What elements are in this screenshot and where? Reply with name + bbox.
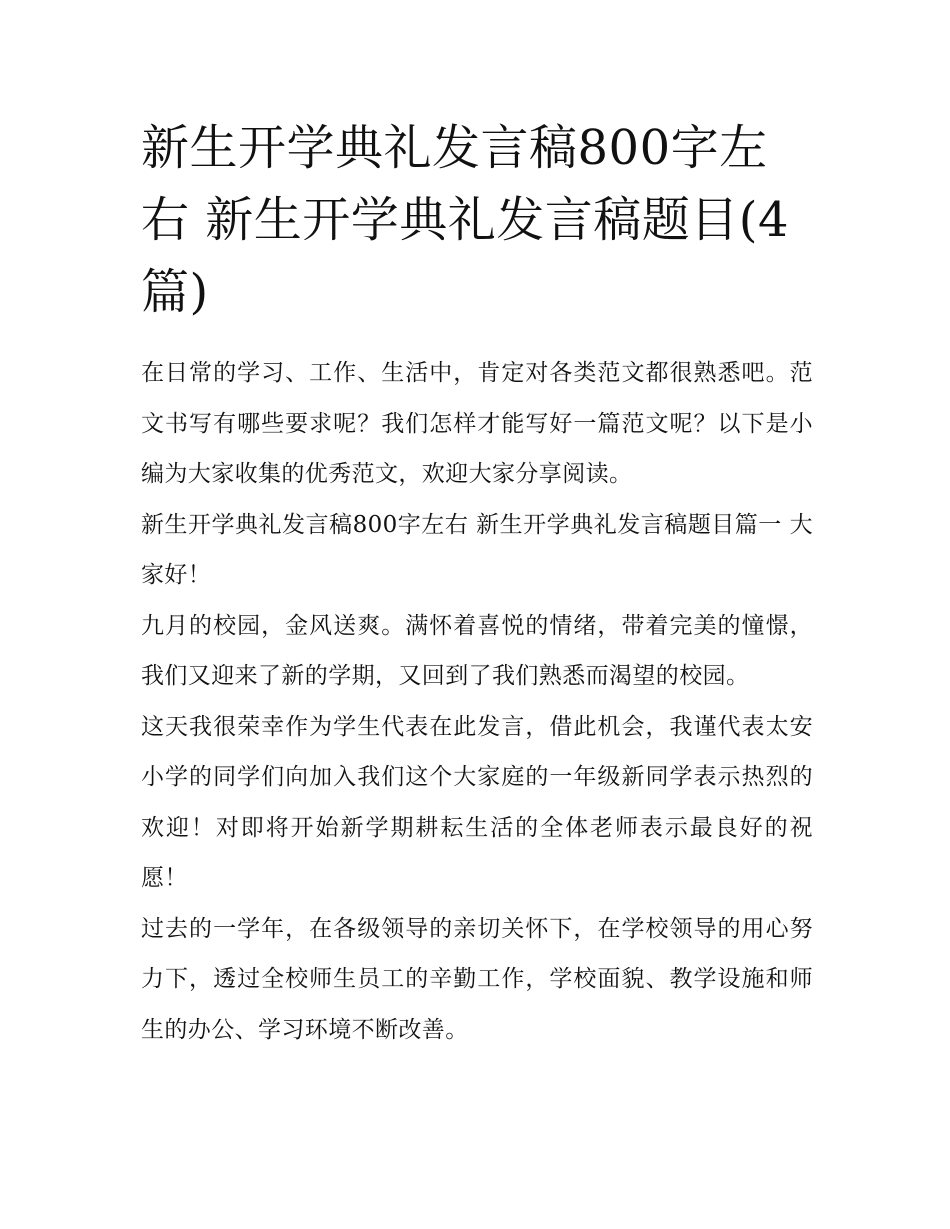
paragraph: 过去的一学年，在各级领导的亲切关怀下，在学校领导的用心努力下，透过全校师生员工的辛勤工作，学校面貌、教学设施和师生的办公、学习环境不断改善。 <box>141 915 813 1043</box>
paragraph: 九月的校园，金风送爽。满怀着喜悦的情绪，带着完美的憧憬，我们又迎来了新的学期，又回到了我们熟悉而渴望的校园。 <box>141 612 813 689</box>
paragraph: 这天我很荣幸作为学生代表在此发言，借此机会，我谨代表太安小学的同学们向加入我们这个大家庭的一年级新同学表示热烈的欢迎！对即将开始新学期耕耘生活的全体老师表示最良好的祝愿！ <box>141 713 813 891</box>
paragraph-section-heading: 新生开学典礼发言稿800字左右 新生开学典礼发言稿题目篇一 大家好！ <box>141 511 813 588</box>
document-body <box>141 348 813 1055</box>
document-title: 新生开学典礼发言稿800字左右 新生开学典礼发言稿题目(4篇) <box>141 120 790 320</box>
paragraph-intro: 在日常的学习、工作、生活中，肯定对各类范文都很熟悉吧。范文书写有哪些要求呢？我们怎样才能写好一篇范文呢？以下是小编为大家收集的优秀范文，欢迎大家分享阅读。 <box>141 360 813 487</box>
document-content <box>141 112 813 1055</box>
